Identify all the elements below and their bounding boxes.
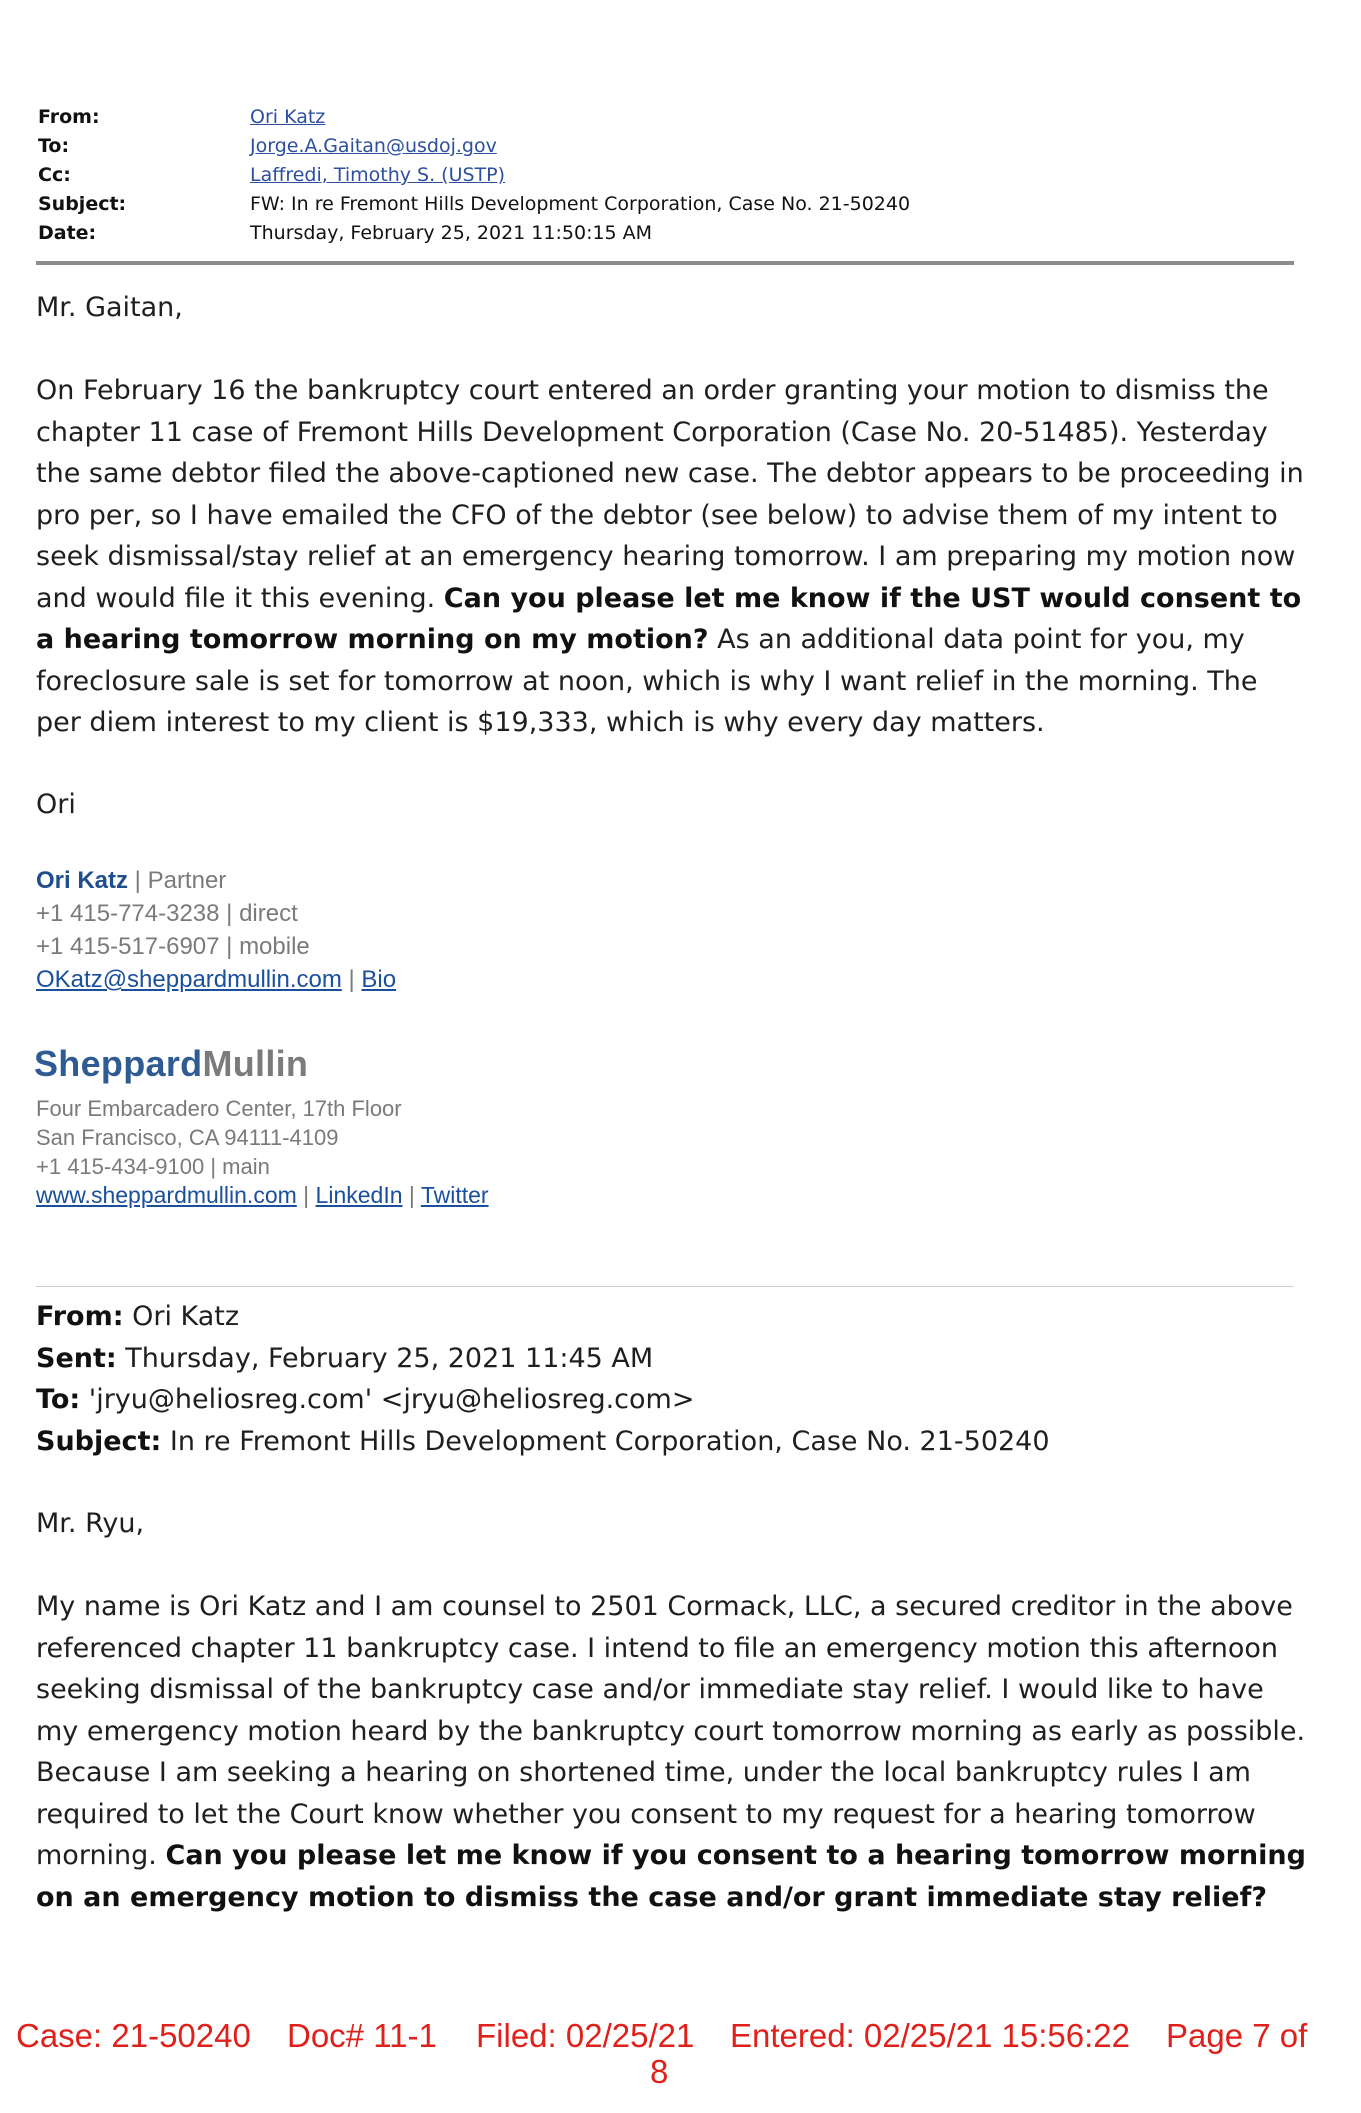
forwarded-subject-value: In re Fremont Hills Development Corporation, Case No. 21-50240	[161, 1425, 1050, 1457]
forwarded-from-value: Ori Katz	[123, 1301, 240, 1332]
stamp-filed: Filed: 02/25/21	[476, 2017, 695, 2054]
signature-title: | Partner	[128, 867, 227, 894]
firm-logo	[34, 1043, 308, 1085]
website-link[interactable]: www.sheppardmullin.com	[36, 1182, 297, 1208]
message-paragraph	[36, 370, 1306, 744]
linkedin-link[interactable]: LinkedIn	[315, 1182, 403, 1208]
forwarded-paragraph-intro: My name is Ori Katz and I am counsel to 2501 Cormack, LLC, a secured creditor in the above referenced chapter 11 bankruptcy case. I intend to file an emergency motion this afternoon seeking dismissal of the bankruptcy case and/or immediate stay relief. I would like to have my emergency motion heard by the bankruptcy court tomorrow morning as early as possible. Because I am seeking a hearing on shortened time, under the local bankruptcy rules I am required to let the Court know whether you consent to my request for a hearing tomorrow morning.	[36, 1591, 1306, 1871]
stamp-case: Case: 21-50240	[16, 2017, 251, 2054]
firm-address	[36, 1094, 489, 1210]
forwarded-subject-row	[36, 1421, 1050, 1463]
cc-label: Cc:	[38, 164, 71, 186]
date-label: Date:	[38, 222, 97, 244]
forward-divider	[36, 1286, 1294, 1287]
forwarded-to-label: To:	[36, 1384, 81, 1415]
forwarded-sent-value: Thursday, February 25, 2021 11:45 AM	[116, 1342, 654, 1374]
forwarded-paragraph	[36, 1586, 1306, 1918]
forwarded-from-row	[36, 1296, 1050, 1338]
header-to-row	[38, 132, 1308, 161]
forwarded-sent-label: Sent:	[36, 1342, 117, 1374]
signature-sep: |	[341, 966, 362, 993]
paragraph-bold-request: Can you please let me know if the UST would consent to a hearing tomorrow morning on my motion?	[36, 582, 1302, 655]
date-value: Thursday, February 25, 2021 11:50:15 AM	[250, 222, 653, 244]
stamp-page-total: 8	[650, 2053, 669, 2090]
firm-logo-part1: Sheppard	[34, 1043, 203, 1084]
signature-name-line	[36, 864, 226, 897]
header-subject-row	[38, 190, 1308, 219]
firm-main-phone: +1 415-434-9100 | main	[36, 1154, 270, 1179]
from-link[interactable]: Ori Katz	[250, 106, 326, 128]
stamp-entered: Entered: 02/25/21 15:56:22	[730, 2017, 1130, 2054]
header-date-row	[38, 219, 1308, 248]
firm-links	[36, 1181, 489, 1210]
greeting: Mr. Gaitan,	[36, 292, 183, 323]
firm-address-line1: Four Embarcadero Center, 17th Floor	[36, 1096, 402, 1121]
stamp-doc: Doc# 11-1	[287, 2017, 437, 2054]
signature-name: Ori Katz	[36, 867, 129, 894]
subject-value: FW: In re Fremont Hills Development Corporation, Case No. 21-50240	[250, 193, 911, 215]
header-divider	[36, 261, 1294, 265]
forwarded-subject-label: Subject:	[36, 1425, 162, 1457]
forwarded-header	[36, 1296, 1050, 1462]
signature-email-link[interactable]: OKatz@sheppardmullin.com	[36, 966, 342, 993]
firm-logo-part2: Mullin	[202, 1043, 309, 1084]
signature-links	[36, 963, 396, 996]
signoff: Ori	[36, 789, 76, 820]
header-cc-row	[38, 161, 1308, 190]
twitter-link[interactable]: Twitter	[420, 1182, 489, 1208]
forwarded-paragraph-bold-request: Can you please let me know if you consent to a hearing tomorrow morning on an emergency motion to dismiss the case and/or grant immediate stay relief?	[36, 1840, 1306, 1913]
forwarded-greeting: Mr. Ryu,	[36, 1508, 145, 1539]
forwarded-to-row	[36, 1379, 1050, 1421]
to-label: To:	[38, 135, 70, 157]
to-link[interactable]: Jorge.A.Gaitan@usdoj.gov	[250, 135, 497, 157]
header-from-row	[38, 103, 1308, 132]
signature-direct: +1 415-774-3238 | direct	[36, 900, 298, 927]
bio-link[interactable]: Bio	[361, 966, 397, 993]
forwarded-to-value: 'jryu@heliosreg.com' <jryu@heliosreg.com>	[80, 1384, 695, 1415]
paragraph-tail: As an additional data point for you, my foreclosure sale is set for tomorrow at noon, which is why I want relief in the morning. The per diem interest to my client is $19,333, which is why every day matters.	[36, 624, 1258, 738]
firm-sep-2: |	[402, 1182, 421, 1208]
from-label: From:	[38, 106, 100, 128]
stamp-page: Page 7 of	[1166, 2017, 1308, 2054]
email-header	[38, 103, 1308, 248]
forwarded-from-label: From:	[36, 1301, 124, 1332]
firm-address-line2: San Francisco, CA 94111-4109	[36, 1125, 339, 1150]
cc-link[interactable]: Laffredi, Timothy S. (USTP)	[250, 164, 506, 186]
firm-sep-1: |	[296, 1182, 316, 1208]
paragraph-intro: On February 16 the bankruptcy court entered an order granting your motion to dismiss the chapter 11 case of Fremont Hills Development Corporation (Case No. 20-51485). Yesterday the same debtor filed the above-captioned new case. The debtor appears to be proceeding in pro per, so I have emailed the CFO of the debtor (see below) to advise them of my intent to seek dismissal/stay relief at an emergency hearing tomorrow. I am preparing my motion now and would file it this evening.	[36, 375, 1304, 614]
subject-label: Subject:	[38, 193, 127, 215]
signature-mobile: +1 415-517-6907 | mobile	[36, 933, 310, 960]
forwarded-sent-row	[36, 1338, 1050, 1380]
